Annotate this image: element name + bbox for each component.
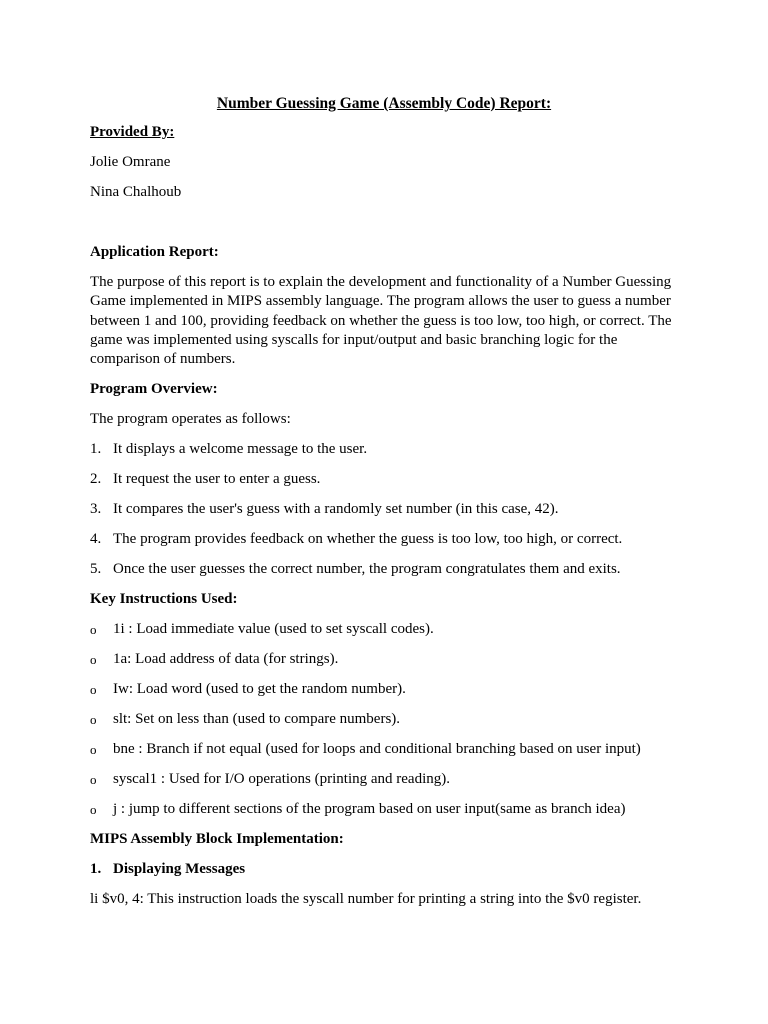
- step-text: It request the user to enter a guess.: [113, 471, 321, 488]
- bullet-icon: o: [90, 802, 97, 818]
- step-text: The program provides feedback on whether the guess is too low, too high, or correct.: [113, 531, 623, 548]
- step-number: 1.: [90, 441, 102, 458]
- instruction-item: [90, 650, 678, 669]
- bullet-icon: o: [90, 652, 97, 668]
- overview-step: [90, 530, 678, 549]
- subsection-title: Displaying Messages: [113, 861, 246, 878]
- instruction-text: 1a: Load address of data (for strings).: [113, 651, 339, 668]
- instruction-item: [90, 680, 678, 699]
- instruction-item: [90, 770, 678, 789]
- instruction-text: Iw: Load word (used to get the random number).: [113, 681, 406, 698]
- overview-step: [90, 470, 678, 489]
- bullet-icon: o: [90, 742, 97, 758]
- instruction-item: [90, 740, 678, 759]
- overview-step: [90, 500, 678, 519]
- step-number: 3.: [90, 501, 102, 518]
- step-number: 4.: [90, 531, 102, 548]
- instruction-text: slt: Set on less than (used to compare numbers).: [113, 711, 401, 728]
- instruction-item: [90, 620, 678, 639]
- instruction-text: bne : Branch if not equal (used for loops and conditional branching based on user input): [113, 741, 641, 758]
- bullet-icon: o: [90, 622, 97, 638]
- instruction-item: [90, 800, 678, 819]
- step-text: It compares the user's guess with a randomly set number (in this case, 42).: [113, 501, 559, 518]
- instruction-item: [90, 710, 678, 729]
- bullet-icon: o: [90, 712, 97, 728]
- instruction-text: j : jump to different sections of the program based on user input(same as branch idea): [113, 801, 626, 818]
- step-text: It displays a welcome message to the user.: [113, 441, 368, 458]
- bullet-icon: o: [90, 772, 97, 788]
- application-report-paragraph: The purpose of this report is to explain the development and functionality of a Number Guessing Game implemented in MIPS assembly language. The program allows the user to guess a number between 1 and 100, providing feedback on whether the guess is too low, too high, or correct. The game was implemented using syscalls for input/output and basic branching logic for the comparison of numbers.: [90, 274, 672, 368]
- section-spacer: [90, 213, 678, 243]
- provided-by-label: Provided By:: [90, 124, 175, 140]
- subsection-number: 1.: [90, 861, 102, 878]
- author-name: Jolie Omrane: [90, 154, 171, 170]
- implementation-text: li $v0, 4: This instruction loads the syscall number for printing a string into the $v0 register.: [90, 891, 642, 908]
- instruction-text: 1i : Load immediate value (used to set syscall codes).: [113, 621, 434, 638]
- instruction-text: syscal1 : Used for I/O operations (printing and reading).: [113, 771, 450, 788]
- step-number: 5.: [90, 561, 102, 578]
- key-instructions-heading: Key Instructions Used:: [90, 591, 238, 608]
- step-text: Once the user guesses the correct number, the program congratulates them and exits.: [113, 561, 621, 578]
- document-title: Number Guessing Game (Assembly Code) Report:: [216, 95, 552, 112]
- program-overview-heading: Program Overview:: [90, 381, 218, 398]
- application-report-heading: Application Report:: [90, 244, 219, 260]
- author-name: Nina Chalhoub: [90, 184, 182, 200]
- bullet-icon: o: [90, 682, 97, 698]
- overview-step: [90, 440, 678, 459]
- implementation-heading: MIPS Assembly Block Implementation:: [90, 831, 344, 848]
- implementation-subsection: [90, 860, 678, 879]
- program-overview-intro: The program operates as follows:: [90, 411, 291, 428]
- overview-step: [90, 560, 678, 579]
- document-page: [90, 94, 678, 920]
- step-number: 2.: [90, 471, 102, 488]
